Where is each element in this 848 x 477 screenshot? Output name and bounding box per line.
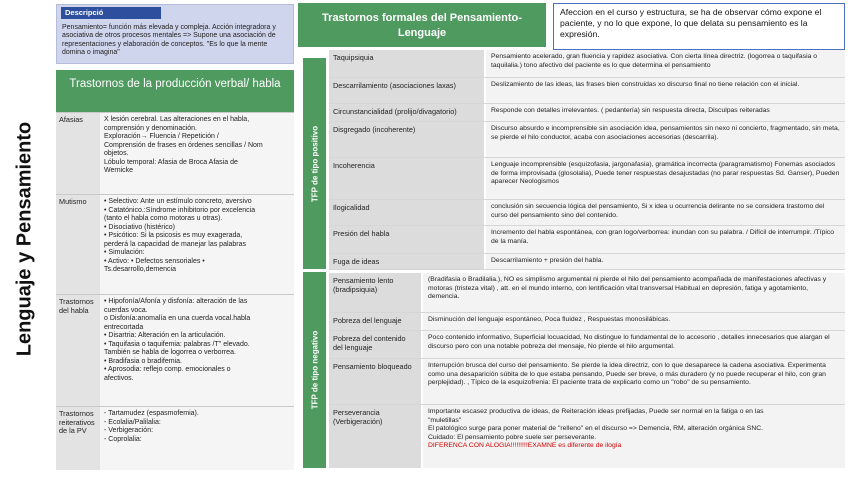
line: (tanto el habla como motoras u otras). — [104, 215, 223, 222]
line: - Ecolalia/Palilalia: — [104, 418, 161, 426]
tfp-term: Incoherencia — [329, 158, 484, 199]
tfp-desc — [423, 405, 845, 468]
row-label: Mutismo — [56, 195, 100, 294]
line: • Bradifasia o bradifemia. — [104, 357, 182, 365]
row-label: Trastornos del habla — [56, 295, 100, 406]
description-text: Pensamiento= función más elevada y compleja. Acción integradora y asociativa de otros procesos mentales => Supone una asociación de representaciones y elaboración de conceptos. "Es lo que la mente domina o imagina" — [62, 24, 276, 57]
description-label: Descripció — [61, 7, 161, 19]
line: comprensión y denominación. — [104, 124, 197, 132]
tfp-row — [329, 254, 845, 270]
tfp-term: Taquipsiquia — [329, 50, 484, 77]
tfp-row — [329, 331, 845, 359]
tfp-term: Pensamiento bloqueado — [329, 359, 421, 404]
line: Lóbulo temporal: Afasia de Broca Afasia de — [104, 158, 238, 166]
tfp-desc: Incremento del habla espontánea, con gran logo/verborrea: inundan con su palabra. / Difícil de interrumpir. /Típico de la manía. — [486, 226, 845, 253]
row-body — [100, 407, 294, 470]
tfp-desc: (Bradifasia o Bradilalia.), NO es simplismo argumental ni pierde el hilo del pensamiento acompañada de manifestaciones afectivas y motoras (tristeza vital) , att. en el mundo interno, con lentificación vital transversal Habitual en depresión, fatiga y agotamiento, demencia. — [423, 273, 845, 312]
line: • Disartria: Alteración en la articulación. — [104, 332, 226, 339]
row-body — [100, 113, 294, 194]
line: Exploración→ Fluencia / Repetición / — [104, 133, 219, 140]
tfp-row — [329, 359, 845, 405]
tfp-row — [329, 405, 845, 468]
line: objetos. — [104, 150, 129, 157]
tfp-row — [329, 200, 845, 226]
row-label: Trastornos reiterativos de la PV — [56, 407, 100, 470]
tfp-desc: Disminución del lenguaje espontáneo, Poca fluidez , Respuestas monosilábicas. — [423, 313, 845, 330]
line: X lesión cerebral. Las alteraciones en el habla, — [104, 116, 250, 123]
line: perderá la capacidad de manejar las palabras — [104, 240, 247, 248]
tfp-desc: Interrupción brusca del curso del pensamiento. Se pierde la idea directriz, con lo que desaparece la cadena asociativa. Experimenta como una desaparición súbita de lo que estaba pensando, Puede ser breve, o más duradero (y no puede recuperar el hilo, con gran perplejidad). , Típico de la esquizofrenia: El paciente trata de explicarlo como un "robo" de su pensamiento. — [423, 359, 845, 404]
line: o Disfonía:anomalía en una cuerda vocal.habla — [104, 315, 251, 322]
side-title: Lenguaje y Pensamiento — [13, 121, 36, 356]
tfp-row — [329, 50, 845, 78]
production-header: Trastornos de la producción verbal/ habla — [56, 70, 294, 112]
tfp-desc: Poco contenido informativo, Superficial locuacidad, No distingue lo fundamental de lo accesorio , detalles innecesarios que alargan el discurso pero con una notable pobreza del mensaje, No pierde el hilo argumental. — [423, 331, 845, 358]
line: • Hipofonía/Afonía y disfonía: alteración de las — [104, 298, 248, 305]
row-body — [100, 295, 294, 406]
tfp-desc: Discurso absurdo e incomprensible sin asociación idea, pensamientos sin nexo ni concierto, fragmentado, sin meta, se pierde el hilo conductor, acaba con asociaciones accesorias (descarrila). — [486, 122, 845, 157]
tfp-positive-label: TFP de tipo positivo — [310, 125, 319, 202]
tfp-row — [329, 226, 845, 254]
production-row-habla — [56, 294, 294, 406]
tfp-term: Circunstancialidad (prolijo/divagatorio) — [329, 104, 484, 121]
line: • Taquifasia o taquifemia: palabras /T" elevado. — [104, 340, 250, 348]
line: • Aprosodia: reflejo comp. emocionales o — [104, 366, 231, 373]
tfp-desc: Deslizamiento de las ideas, las frases bien construidas xo discurso final no tiene relación con el inicial. — [486, 78, 845, 103]
tfp-desc: Descarrilamiento + presión del habla. — [486, 254, 845, 269]
tfp-desc: Responde con detalles irrelevantes. ( pedantería) sin respuesta directa, Disculpas reiteradas — [486, 104, 845, 121]
line: El patológico surge para poner material de "relleno" en el discurso => Demencia, RM, alteración orgánica SNC. — [428, 425, 764, 433]
tfp-term: Fuga de ideas — [329, 254, 484, 269]
production-row-afasias — [56, 112, 294, 194]
line: "muletillas" — [428, 416, 462, 424]
tfp-desc: Pensamiento acelerado, gran fluencia y rapidez asociativa. Con cierta línea directriz. (logorrea o taquifasia o taquilalia.) tono afectivo del paciente es lo que determina el pensamiento — [486, 50, 845, 77]
formal-header: Trastornos formales del Pensamiento-Lenguaje — [298, 3, 546, 47]
line: - Coprolalia: — [104, 435, 142, 443]
line: • Catatónico.:Síndrome inhibitorio por excelencia — [104, 206, 256, 214]
tfp-term: Disgregado (incoherente) — [329, 122, 484, 157]
warning-line: DIFERENCA CON ALOGIA!!!!!!!!!EXAMNE es diferente de ilogía — [428, 442, 622, 450]
tfp-term: Pensamiento lento (bradipsiquia) — [329, 273, 421, 312]
tfp-term: Pobreza del lenguaje — [329, 313, 421, 330]
tfp-row — [329, 158, 845, 200]
tfp-term: Ilogicalidad — [329, 200, 484, 225]
line: • Selectivo: Ante un estímulo concreto, aversivo — [104, 198, 252, 205]
tfp-negative-band — [303, 272, 326, 468]
row-label: Afasias — [56, 113, 100, 194]
tfp-term: Perseverancia (Verbigeración) — [329, 405, 421, 468]
tfp-row — [329, 313, 845, 331]
line: Comprensión de frases en órdenes sencillas / Nom — [104, 141, 263, 149]
line: También se habla de logorrea o verborrea. — [104, 349, 236, 356]
tfp-negative-label: TFP de tipo negativo — [310, 330, 319, 410]
tfp-term: Pobreza del contenido del lenguaje — [329, 331, 421, 358]
line: - Tartamudez (espasmofemia). — [104, 410, 199, 417]
line: Importante escasez productiva de ideas, de Reiteración ideas prefijadas, Puede ser normal en la fatiga o en las — [428, 408, 764, 415]
tfp-positive-band — [303, 58, 326, 269]
afeccion-note: Afeccion en el curso y estructura, se ha de observar cómo expone el paciente, y no lo que expone, lo que delata su pensamiento es la expresión. — [553, 3, 845, 50]
line: • Activo: • Defectos sensoriales • — [104, 257, 205, 265]
description-box — [56, 4, 294, 64]
tfp-row — [329, 104, 845, 122]
tfp-row — [329, 273, 845, 313]
line: Ts.desarrollo,demencia — [104, 266, 176, 273]
line: • Disociativo (histérico) — [104, 223, 175, 231]
side-title-panel — [0, 0, 50, 477]
production-table — [56, 112, 294, 470]
tfp-row — [329, 78, 845, 104]
line: entrecortada — [104, 323, 144, 331]
line: afectivos. — [104, 374, 134, 382]
row-body — [100, 195, 294, 294]
tfp-desc: Lenguaje incomprensible (esquizofasia, jargonafasia), gramática incorrecta (paragramatismo) Fonemas asociados de forma improvisada (glosolalia), Puede tener respuestas desajustadas (no parar respuestas Sd. Ganser), Pueden aparecer Neologismos — [486, 158, 845, 199]
line: Cuidado: El pensamiento pobre suele ser perseverante. — [428, 433, 597, 441]
line: • Simulación: — [104, 249, 145, 256]
tfp-desc: conclusión sin secuencia lógica del pensamiento, Si x idea u ocurrencia delirante no se considera trastorno del curso del pensamiento sino del contenido. — [486, 200, 845, 225]
line: • Psicótico: Si la psicosis es muy exagerada, — [104, 232, 243, 239]
line: Wernicke — [104, 167, 134, 174]
tfp-row — [329, 122, 845, 158]
tfp-term: Descarrilamiento (asociaciones laxas) — [329, 78, 484, 103]
line: - Verbigeración: — [104, 427, 154, 434]
production-row-mutismo — [56, 194, 294, 294]
production-row-reiterativos — [56, 406, 294, 470]
line: cuerdas voca. — [104, 306, 148, 314]
tfp-term: Presión del habla — [329, 226, 484, 253]
